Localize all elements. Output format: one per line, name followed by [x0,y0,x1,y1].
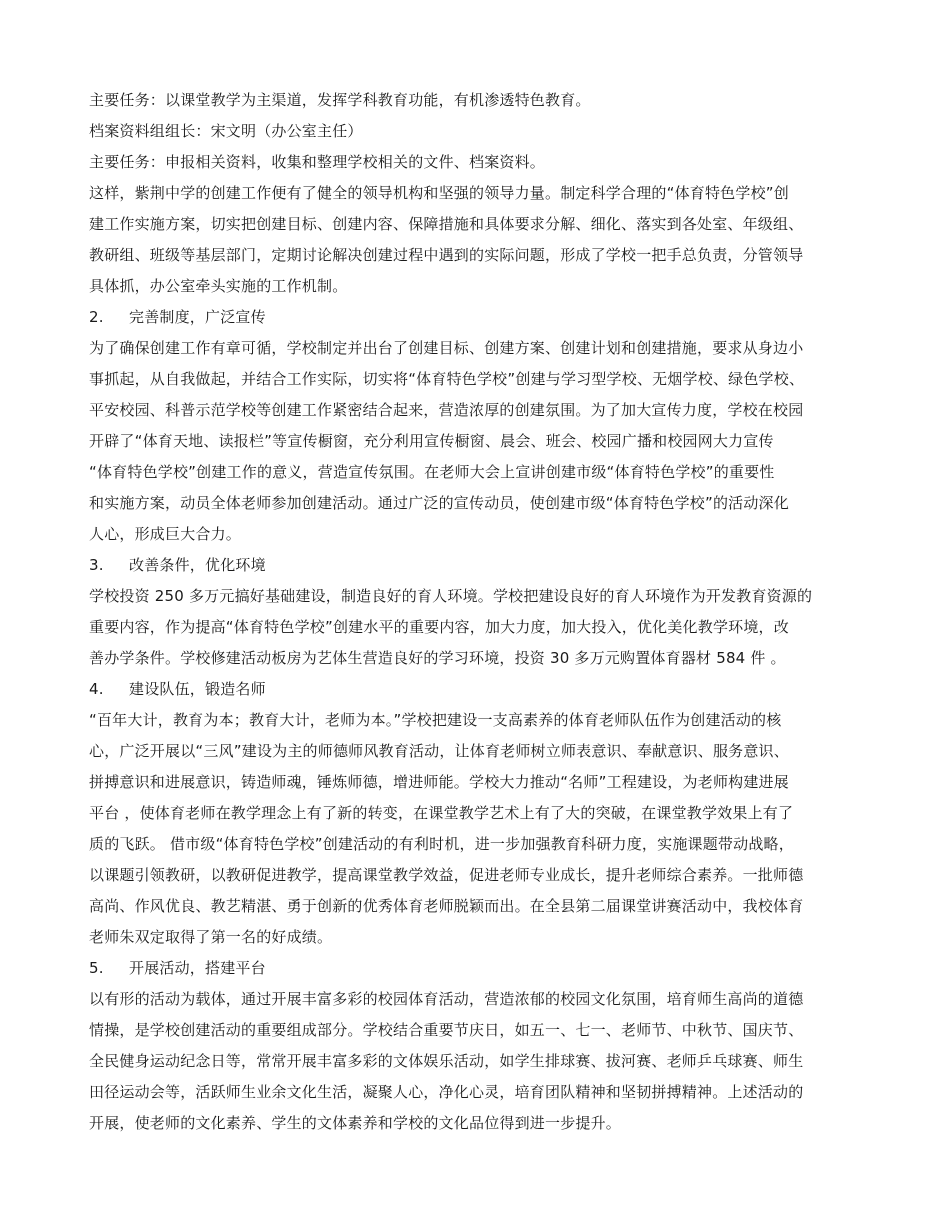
text-line: 为了确保创建工作有章可循，学校制定并出台了创建目标、创建方案、创建计划和创建措施，要求从身边小 [89,339,804,357]
section-title: 完善制度，广泛宣传 [129,308,266,326]
document-body [89,85,869,1139]
text-line: 全民健身运动纪念日等，常常开展丰富多彩的文体娱乐活动，如学生排球赛、拔河赛、老师乒乓球赛、师生 [89,1052,804,1070]
section-number: 4. [89,680,104,698]
section-heading [89,674,869,705]
section-heading [89,550,869,581]
text-line: 高尚、作风优良、教艺精湛、勇于创新的优秀体育老师脱颖而出。在全县第二届课堂讲赛活动中，我校体育 [89,897,804,915]
text-line: 具体抓，办公室牵头实施的工作机制。 [89,277,348,295]
text-line: 平台 ，使体育老师在教学理念上有了新的转变，在课堂教学艺术上有了大的突破，在课堂教学效果上有了 [89,804,794,822]
text-line: 和实施方案，动员全体老师参加创建活动。通过广泛的宣传动员，使创建市级“体育特色学校”的活动深化 [89,494,789,512]
text-line: 开展，使老师的文化素养、学生的文体素养和学校的文化品位得到进一步提升。 [89,1114,622,1132]
text-line: 这样，紫荆中学的创建工作便有了健全的领导机构和坚强的领导力量。制定科学合理的“体育特色学校”创 [89,184,789,202]
text-line: 重要内容，作为提高“体育特色学校”创建水平的重要内容，加大力度，加大投入，优化美化教学环境，改 [89,618,789,636]
text-line: 田径运动会等，活跃师生业余文化生活，凝聚人心，净化心灵，培育团队精神和坚韧拼搏精神。上述活动的 [89,1083,804,1101]
section-number: 3. [89,556,104,574]
text-line: 事抓起，从自我做起，并结合工作实际，切实将“体育特色学校”创建与学习型学校、无烟学校、绿色学校、 [89,370,805,388]
text-line: 情操，是学校创建活动的重要组成部分。学校结合重要节庆日，如五一、七一、老师节、中秋节、国庆节、 [89,1021,804,1039]
text-line: 心，广泛开展以“三风”建设为主的师德师风教育活动，让体育老师树立师表意识、奉献意识、服务意识、 [89,742,789,760]
text-line: 质的飞跃。 借市级“体育特色学校”创建活动的有利时机，进一步加强教育科研力度，实施课题带动战略， [89,835,794,853]
text-line: 人心，形成巨大合力。 [89,525,242,543]
text-line: 老师朱双定取得了第一名的好成绩。 [89,928,333,946]
section-heading [89,302,869,333]
text-line: “体育特色学校”创建工作的意义，营造宣传氛围。在老师大会上宣讲创建市级“体育特色学校”的重要性 [89,463,775,481]
text-line: 档案资料组组长：宋文明（办公室主任） [89,122,363,140]
text-line: 建工作实施方案，切实把创建目标、创建内容、保障措施和具体要求分解、细化、落实到各处室、年级组、 [89,215,804,233]
text-line: 主要任务：以课堂教学为主渠道，发挥学科教育功能，有机渗透特色教育。 [89,91,591,109]
text-line: 教研组、班级等基层部门，定期讨论解决创建过程中遇到的实际问题，形成了学校一把手总负责，分管领导 [89,246,804,264]
text-line: 主要任务：申报相关资料，收集和整理学校相关的文件、档案资料。 [89,153,546,171]
text-line: 开辟了“体育天地、读报栏”等宣传橱窗，充分利用宣传橱窗、晨会、班会、校园广播和校园网大力宣传 [89,432,774,450]
text-line: 以有形的活动为载体，通过开展丰富多彩的校园体育活动，营造浓郁的校园文化氛围，培育师生高尚的道德 [89,990,804,1008]
section-title: 建设队伍，锻造名师 [129,680,266,698]
text-line: 善办学条件。学校修建活动板房为艺体生营造良好的学习环境，投资 30 多万元购置体育器材 584 件 。 [89,649,786,667]
section-number: 5. [89,959,104,977]
section-number: 2. [89,308,104,326]
text-line: 学校投资 250 多万元搞好基础建设，制造良好的育人环境。学校把建设良好的育人环境作为开发教育资源的 [89,587,813,605]
section-title: 开展活动，搭建平台 [129,959,266,977]
text-line: 平安校园、科普示范学校等创建工作紧密结合起来，营造浓厚的创建氛围。为了加大宣传力度，学校在校园 [89,401,804,419]
text-line: 以课题引领教研，以教研促进教学，提高课堂教学效益，促进老师专业成长，提升老师综合素养。一批师德 [89,866,804,884]
section-heading [89,953,869,984]
text-line: 拼搏意识和进展意识，铸造师魂，锤炼师德，增进师能。学校大力推动“名师”工程建设，为老师构建进展 [89,773,789,791]
text-line: “百年大计，教育为本；教育大计，老师为本。”学校把建设一支高素养的体育老师队伍作为创建活动的核 [89,711,782,729]
section-title: 改善条件，优化环境 [129,556,266,574]
